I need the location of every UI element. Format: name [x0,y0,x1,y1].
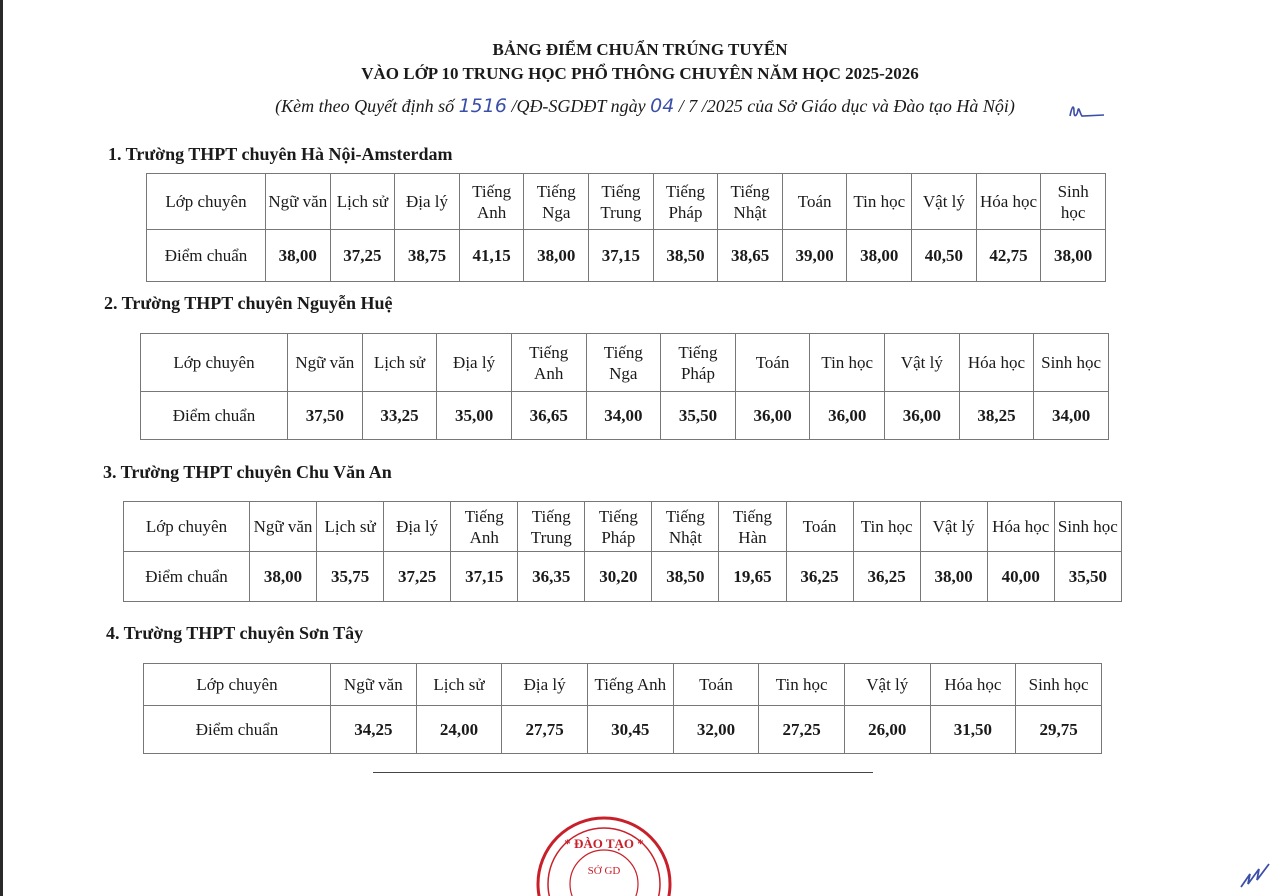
cutoff-score-cell: 39,00 [782,230,847,282]
subject-header-cell: Tiếng Trung [518,502,585,552]
cutoff-score-cell: 35,50 [1054,552,1121,602]
cutoff-score-cell: 38,00 [524,230,589,282]
cutoff-score-cell: 40,00 [987,552,1054,602]
initial-mark-icon [1068,102,1106,120]
subject-header-cell: Tiếng Anh [451,502,518,552]
cutoff-score-cell: 38,00 [847,230,912,282]
subject-header-cell: Tin học [853,502,920,552]
subject-header-cell: Sinh học [1016,664,1102,706]
svg-text:SỞ GD: SỞ GD [587,865,621,877]
score-row [147,230,1106,282]
subject-header-cell: Toán [786,502,853,552]
subject-header-cell: Vật lý [920,502,987,552]
subject-row [141,334,1109,392]
school-1-heading: 1. Trường THPT chuyên Hà Nội-Amsterdam [108,144,453,164]
subject-header-cell: Vật lý [885,334,960,392]
subject-header-cell: Tin học [847,174,912,230]
row-label-score: Điểm chuẩn [124,552,250,602]
cutoff-score-cell: 37,25 [330,230,395,282]
subject-header-cell: Tiếng Pháp [653,174,718,230]
cutoff-score-cell: 37,50 [288,392,363,440]
row-label-subject: Lớp chuyên [141,334,288,392]
school-4-heading: 4. Trường THPT chuyên Sơn Tây [106,623,364,643]
cutoff-score-cell: 36,00 [885,392,960,440]
row-label-score: Điểm chuẩn [147,230,266,282]
cutoff-score-cell: 36,25 [853,552,920,602]
subject-header-cell: Toán [782,174,847,230]
subject-header-cell: Tiếng Anh [459,174,524,230]
subject-header-cell: Lịch sử [416,664,502,706]
subject-header-cell: Lịch sử [362,334,437,392]
cutoff-score-cell: 38,00 [250,552,317,602]
cutoff-score-cell: 35,00 [437,392,512,440]
handwritten-decision-day: 04 [650,95,675,117]
cutoff-score-cell: 38,00 [1041,230,1106,282]
cutoff-score-cell: 42,75 [976,230,1041,282]
subject-header-cell: Ngữ văn [250,502,317,552]
end-divider [373,772,873,773]
subtitle-suffix: / 7 /2025 của Sở Giáo dục và Đào tạo Hà Nội) [674,96,1015,116]
subject-header-cell: Lịch sử [330,174,395,230]
cutoff-score-cell: 30,20 [585,552,652,602]
cutoff-score-cell: 31,50 [930,706,1016,754]
subject-header-cell: Tiếng Nga [524,174,589,230]
subject-header-cell: Tiếng Nhật [652,502,719,552]
cutoff-score-cell: 38,00 [920,552,987,602]
cutoff-score-cell: 33,25 [362,392,437,440]
handwritten-decision-number: 1516 [458,95,507,117]
subject-header-cell: Tiếng Trung [589,174,654,230]
subtitle-middle: /QĐ-SGDĐT ngày [506,96,651,116]
subject-header-cell: Ngữ văn [331,664,417,706]
subject-header-cell: Ngữ văn [288,334,363,392]
school-3-heading: 3. Trường THPT chuyên Chu Văn An [103,462,392,482]
cutoff-score-cell: 37,25 [384,552,451,602]
cutoff-score-cell: 35,50 [661,392,736,440]
subtitle-prefix: (Kèm theo Quyết định số [275,96,459,116]
cutoff-score-cell: 38,50 [652,552,719,602]
subject-row [124,502,1122,552]
cutoff-score-cell: 38,75 [395,230,460,282]
score-row [141,392,1109,440]
cutoff-score-cell: 34,00 [586,392,661,440]
subject-header-cell: Vật lý [844,664,930,706]
row-label-score: Điểm chuẩn [141,392,288,440]
subject-row [144,664,1102,706]
row-label-score: Điểm chuẩn [144,706,331,754]
row-label-subject: Lớp chuyên [144,664,331,706]
cutoff-score-cell: 34,00 [1034,392,1109,440]
subject-header-cell: Tiếng Anh [511,334,586,392]
cutoff-score-cell: 41,15 [459,230,524,282]
subject-header-cell: Tiếng Pháp [585,502,652,552]
subject-header-cell: Tiếng Nhật [718,174,783,230]
cutoff-score-cell: 24,00 [416,706,502,754]
subject-header-cell: Địa lý [437,334,512,392]
svg-text:* ĐÀO TẠO *: * ĐÀO TẠO * [564,836,644,851]
school-2-cutoff-table [140,333,1109,440]
subject-header-cell: Tiếng Nga [586,334,661,392]
subject-header-cell: Hóa học [976,174,1041,230]
cutoff-score-cell: 38,25 [959,392,1034,440]
subject-header-cell: Sinh học [1054,502,1121,552]
cutoff-score-cell: 38,50 [653,230,718,282]
subject-header-cell: Tiếng Anh [587,664,673,706]
subject-header-cell: Địa lý [384,502,451,552]
subject-row [147,174,1106,230]
subject-header-cell: Toán [673,664,759,706]
subject-header-cell: Địa lý [502,664,588,706]
subject-header-cell: Tin học [810,334,885,392]
school-1-cutoff-table [146,173,1106,282]
scan-left-edge [0,0,3,896]
cutoff-score-cell: 38,65 [718,230,783,282]
cutoff-score-cell: 36,25 [786,552,853,602]
score-row [124,552,1122,602]
cutoff-score-cell: 30,45 [587,706,673,754]
cutoff-score-cell: 35,75 [317,552,384,602]
cutoff-score-cell: 26,00 [844,706,930,754]
subject-header-cell: Lịch sử [317,502,384,552]
cutoff-score-cell: 36,00 [735,392,810,440]
subject-header-cell: Vật lý [912,174,977,230]
cutoff-score-cell: 27,75 [502,706,588,754]
subject-header-cell: Hóa học [930,664,1016,706]
subject-header-cell: Địa lý [395,174,460,230]
cutoff-score-cell: 38,00 [266,230,331,282]
cutoff-score-cell: 37,15 [451,552,518,602]
cutoff-score-cell: 34,25 [331,706,417,754]
subject-header-cell: Toán [735,334,810,392]
subject-header-cell: Tin học [759,664,845,706]
cutoff-score-cell: 29,75 [1016,706,1102,754]
school-2-heading: 2. Trường THPT chuyên Nguyễn Huệ [104,293,393,313]
cutoff-score-cell: 32,00 [673,706,759,754]
official-seal-stamp-icon [534,796,674,896]
school-3-cutoff-table [123,501,1122,602]
subject-header-cell: Hóa học [959,334,1034,392]
subject-header-cell: Ngữ văn [266,174,331,230]
cutoff-score-cell: 36,00 [810,392,885,440]
cutoff-score-cell: 40,50 [912,230,977,282]
cutoff-score-cell: 19,65 [719,552,786,602]
subject-header-cell: Tiếng Hàn [719,502,786,552]
document-title-line-1: BẢNG ĐIỂM CHUẨN TRÚNG TUYỂN [492,40,788,59]
corner-initial-mark-icon [1238,860,1274,890]
subject-header-cell: Sinh học [1041,174,1106,230]
cutoff-score-cell: 36,35 [518,552,585,602]
school-4-cutoff-table [143,663,1102,754]
row-label-subject: Lớp chuyên [124,502,250,552]
document-title-line-2: VÀO LỚP 10 TRUNG HỌC PHỔ THÔNG CHUYÊN NĂM HỌC 2025-2026 [361,64,919,83]
cutoff-score-cell: 37,15 [589,230,654,282]
row-label-subject: Lớp chuyên [147,174,266,230]
cutoff-score-cell: 27,25 [759,706,845,754]
score-row [144,706,1102,754]
subject-header-cell: Sinh học [1034,334,1109,392]
cutoff-score-cell: 36,65 [511,392,586,440]
subject-header-cell: Hóa học [987,502,1054,552]
subject-header-cell: Tiếng Pháp [661,334,736,392]
